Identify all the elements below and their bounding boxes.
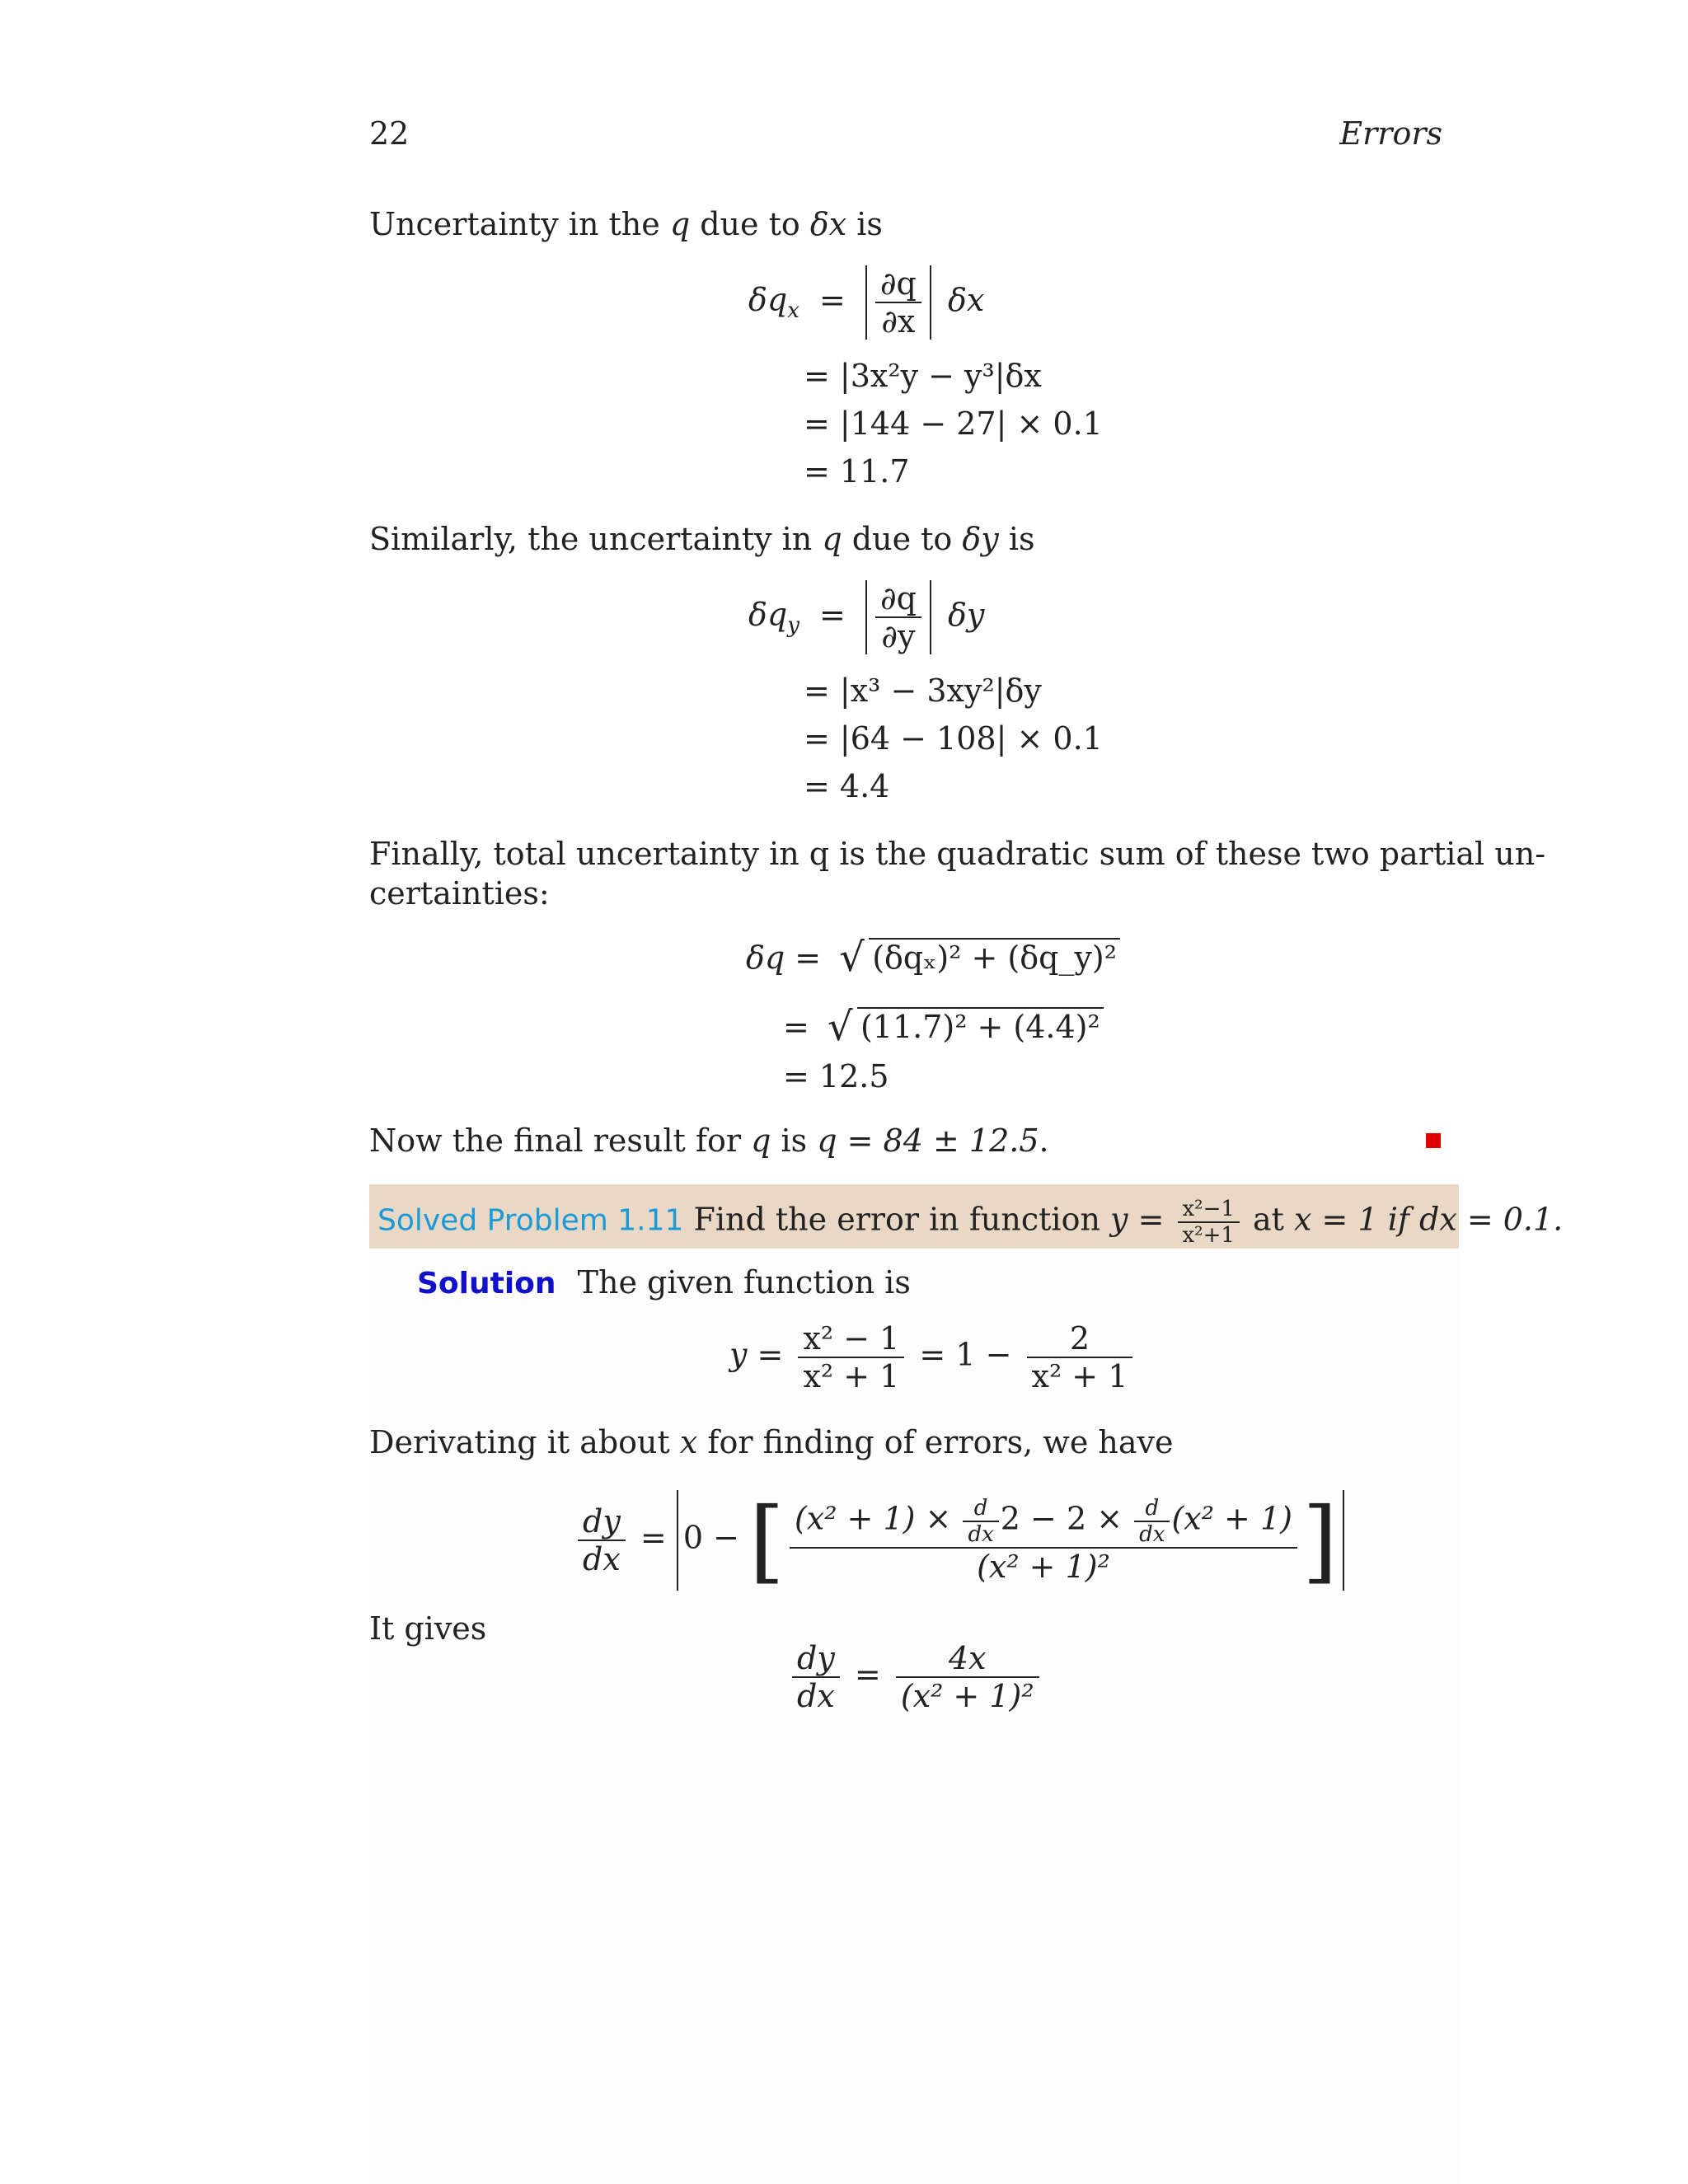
math-y: y = — [1110, 1201, 1165, 1238]
equals: = — [783, 1009, 809, 1045]
text: Find the error in function — [683, 1201, 1111, 1238]
fraction-denominator: dx — [797, 1678, 835, 1714]
absolute-value — [865, 580, 931, 654]
equation-dq-line3: = 12.5 — [783, 1058, 889, 1094]
fraction-denominator: x² + 1 — [1031, 1358, 1128, 1394]
fraction-numerator: ∂q — [875, 265, 921, 303]
solution-label: Solution — [417, 1267, 556, 1301]
derivative-fraction — [578, 1503, 626, 1577]
d-dx-operator — [1134, 1496, 1170, 1547]
fraction-denominator: dx — [1139, 1522, 1165, 1547]
math-dy: δy — [962, 521, 999, 557]
partial-fraction — [875, 580, 921, 654]
result-fraction — [896, 1640, 1039, 1714]
derivative-fraction — [792, 1640, 840, 1714]
equation-dqy-line3: = |64 − 108| × 0.1 — [804, 720, 1103, 757]
paragraph-total-uncertainty-cont: certainties: — [369, 875, 550, 912]
math-factor: δy — [948, 596, 985, 633]
fraction-denominator: x² + 1 — [803, 1358, 900, 1394]
fraction-denominator: (x² + 1)² — [900, 1678, 1034, 1714]
absolute-value — [865, 265, 931, 340]
paragraph-it-gives: It gives — [369, 1610, 487, 1647]
text: The given function is — [577, 1264, 911, 1301]
text: is — [846, 206, 883, 242]
text: Derivating it about — [369, 1424, 680, 1460]
text: due to — [690, 206, 810, 242]
math-sub: y — [787, 613, 799, 639]
square-root — [828, 1009, 1104, 1045]
equation-dqy-line4: = 4.4 — [804, 768, 890, 804]
text: 0 − — [682, 1519, 739, 1556]
text: = 1 − — [919, 1336, 1012, 1373]
qed-square-icon — [1426, 1133, 1441, 1148]
left-bracket: [ — [749, 1488, 785, 1593]
fraction-numerator: d — [963, 1496, 998, 1522]
text: Similarly, the uncertainty in — [369, 521, 823, 557]
fraction-denominator: ∂x — [881, 303, 916, 340]
paragraph-uncertainty-dx — [369, 204, 883, 244]
fraction-numerator: 2 — [1027, 1320, 1133, 1358]
equals: = — [640, 1519, 667, 1556]
quotient-fraction — [790, 1496, 1297, 1585]
problem-statement — [377, 1197, 1563, 1248]
text: (x² + 1) × — [794, 1500, 952, 1537]
text: due to — [842, 521, 963, 557]
text: Now the final result for — [369, 1122, 752, 1159]
math-sub: x — [787, 298, 799, 324]
equals: = — [819, 596, 846, 633]
fraction-denominator: dx — [583, 1541, 621, 1577]
math-dx: δx — [809, 206, 847, 242]
math-lhs: δq — [748, 596, 788, 633]
chapter-title: Errors — [1339, 115, 1442, 152]
equation-result — [787, 1640, 1044, 1714]
math-factor: δx — [947, 281, 985, 318]
page-number: 22 — [369, 115, 410, 152]
equation-dqx-line3: = |144 − 27| × 0.1 — [804, 405, 1103, 442]
paragraph-derivating — [369, 1422, 1174, 1462]
absolute-value — [677, 1490, 1344, 1591]
fraction — [798, 1320, 904, 1394]
math-condition: x = 1 if dx = 0.1. — [1294, 1201, 1564, 1238]
problem-label: Solved Problem 1.11 — [377, 1203, 684, 1238]
text: is — [998, 521, 1035, 557]
radicand: (11.7)² + (4.4)² — [857, 1007, 1104, 1045]
square-root — [839, 940, 1120, 976]
equation-derivative — [573, 1490, 1344, 1591]
text: is — [771, 1122, 818, 1159]
math-lhs: δq = — [746, 940, 822, 976]
text: at — [1242, 1201, 1295, 1238]
equation-dqx-line1 — [748, 265, 984, 340]
fraction-numerator: x² − 1 — [798, 1320, 904, 1358]
text: 2 − 2 × — [1000, 1500, 1123, 1537]
math-x: x — [679, 1424, 698, 1460]
d-dx-operator — [963, 1496, 998, 1547]
fraction-numerator: ∂q — [875, 580, 921, 618]
paragraph-final-result — [369, 1121, 1049, 1160]
equals: = — [818, 281, 846, 318]
equation-dqx-line4: = 11.7 — [804, 453, 910, 490]
math-q: q — [751, 1122, 771, 1159]
math-q: q — [822, 521, 842, 557]
math-result: q = 84 ± 12.5 — [817, 1122, 1039, 1159]
partial-fraction — [875, 265, 921, 340]
math-lhs: y = — [729, 1336, 784, 1373]
text: . — [1039, 1122, 1049, 1159]
solution-intro — [417, 1263, 911, 1304]
fraction-denominator: dx — [968, 1522, 994, 1547]
equation-dq-line2 — [783, 1009, 1104, 1045]
math-lhs: δq — [748, 281, 788, 318]
equation-dqx-line2: = |3x²y − y³|δx — [804, 358, 1042, 394]
fraction-numerator: dy — [578, 1503, 626, 1541]
equals: = — [854, 1656, 881, 1693]
equation-dqy-line2: = |x³ − 3xy²|δy — [804, 673, 1042, 709]
fraction-denominator: ∂y — [881, 618, 916, 654]
paragraph-total-uncertainty: Finally, total uncertainty in q is the quadratic sum of these two partial un- — [369, 836, 1546, 872]
paragraph-uncertainty-dy — [369, 519, 1034, 559]
math-q: q — [669, 206, 691, 242]
fraction-denominator: (x² + 1)² — [977, 1549, 1110, 1585]
fraction — [1027, 1320, 1133, 1394]
fraction-numerator: x²−1 — [1178, 1197, 1240, 1223]
equation-y — [729, 1320, 1137, 1394]
fraction-numerator: 4x — [896, 1640, 1039, 1678]
text: (x² + 1) — [1171, 1500, 1292, 1537]
inline-fraction — [1178, 1197, 1240, 1248]
equation-dqy-line1 — [748, 580, 984, 654]
fraction-numerator: d — [1134, 1496, 1170, 1522]
fraction-numerator — [790, 1496, 1297, 1549]
fraction-denominator: x²+1 — [1182, 1223, 1235, 1248]
radicand: (δqₓ)² + (δq_y)² — [869, 938, 1120, 976]
fraction-numerator: dy — [792, 1640, 840, 1678]
equation-dq-line1 — [746, 940, 1120, 976]
text: Uncertainty in the — [369, 206, 670, 242]
text: for finding of errors, we have — [697, 1424, 1174, 1460]
right-bracket: ] — [1301, 1488, 1338, 1593]
